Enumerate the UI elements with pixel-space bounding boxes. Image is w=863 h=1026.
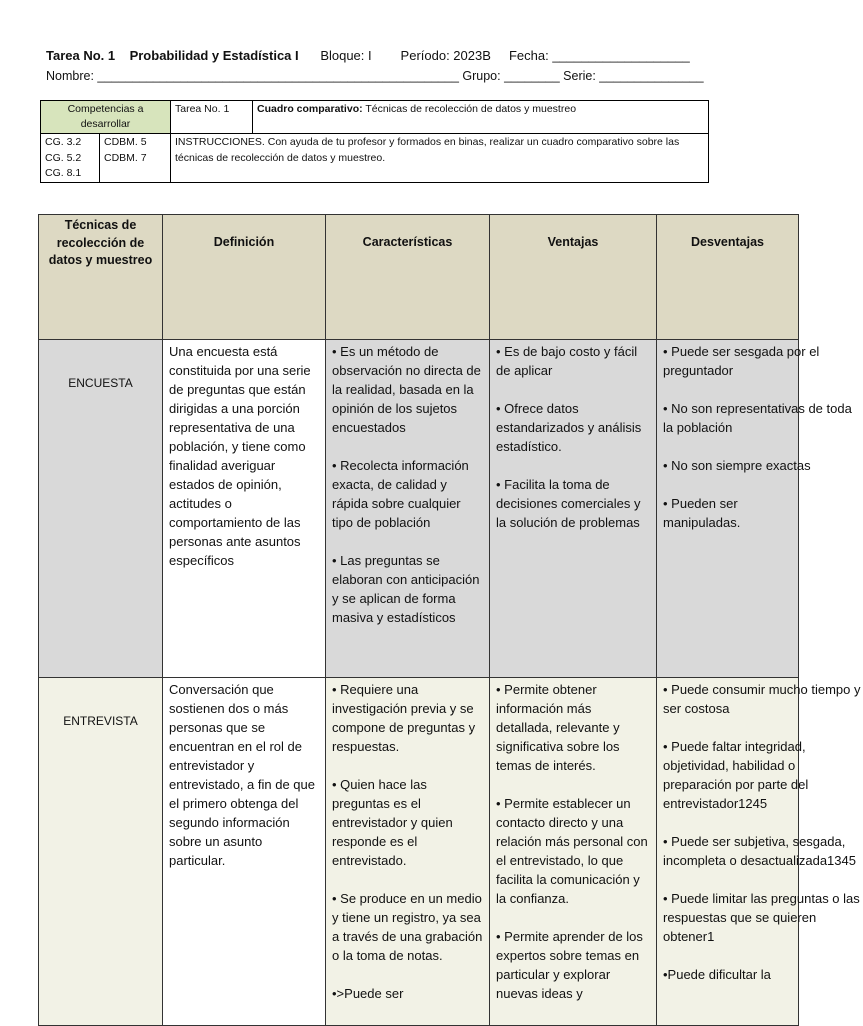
list-item: • Es un método de observación no directa de la realidad, basada en la opinión de los sujetos encuestados — [332, 344, 481, 435]
list-item: • No son siempre exactas — [663, 458, 811, 473]
list-item: • Permite aprender de los expertos sobre temas en particular y explorar nuevas ideas y — [496, 929, 643, 1001]
list-item: • Quien hace las preguntas es el entrevistador y quien responde es el entrevistado. — [332, 777, 453, 868]
table-header-row — [39, 215, 799, 340]
header-caracteristicas: Características — [326, 215, 490, 340]
table-row — [39, 340, 799, 678]
ventajas-cell — [490, 678, 657, 1026]
row-label-encuesta: ENCUESTA — [39, 340, 163, 678]
definicion-text: Una encuesta está constituida por una serie de preguntas que están dirigidas a una porción representativa de una población, y tiene como finalidad averiguar estados de opinión, actitudes o comportamiento de las personas ante asuntos específicos — [169, 344, 311, 568]
cg-codes — [41, 134, 100, 183]
list-item: • Requiere una investigación previa y se compone de preguntas y respuestas. — [332, 682, 476, 754]
cg-code: CG. 8.1 — [45, 166, 82, 179]
instructions: INSTRUCCIONES. Con ayuda de tu profesor y formados en binas, realizar un cuadro comparativo sobre las técnicas de recolección de datos y muestreo. — [171, 134, 709, 183]
caracteristicas-cell — [326, 340, 490, 678]
list-item: • Permite obtener información más detallada, relevante y significativa sobre los temas de interés. — [496, 682, 620, 773]
cdbm-code: CDBM. 5 — [104, 136, 147, 149]
list-item: • Las preguntas se elaboran con anticipación y se aplican de forma masiva y estadísticos — [332, 553, 480, 625]
list-item: • Ofrece datos estandarizados y análisis estadístico. — [496, 401, 642, 454]
cuadro-text: Técnicas de recolección de datos y muestreo — [362, 103, 577, 115]
desventajas-cell — [657, 340, 852, 678]
list-item: •>Puede ser — [332, 986, 404, 1001]
definicion-text: Conversación que sostienen dos o más personas que se encuentran en el rol de entrevistador y entrevistado, a fin de que el primero obtenga del segundo información sobre un asunto particular. — [169, 682, 315, 868]
subject-title: Probabilidad y Estadística I — [129, 48, 299, 63]
header-line-1 — [46, 48, 690, 63]
task-info-table — [40, 100, 709, 183]
header-definicion: Definición — [163, 215, 326, 340]
list-item: • Puede limitar las preguntas o las respuestas que se quieren obtener1 — [663, 891, 860, 944]
ventajas-cell — [490, 340, 657, 678]
row-label-entrevista: ENTREVISTA — [39, 678, 163, 1026]
tarea-number: Tarea No. 1 — [46, 48, 116, 63]
comparison-table — [38, 214, 861, 1026]
desventajas-cell — [657, 678, 861, 1026]
list-item: • Recolecta información exacta, de calidad y rápida sobre cualquier tipo de población — [332, 458, 469, 530]
list-item: • Se produce en un medio y tiene un registro, ya sea a través de una grabación o la toma de notas. — [332, 891, 483, 963]
bloque-label: Bloque: I — [320, 48, 372, 63]
nombre-line: Nombre: ____________________________________________________ Grupo: ________ Serie: _______________ — [46, 69, 704, 83]
cdbm-codes — [100, 134, 171, 183]
definicion-cell — [163, 678, 326, 1026]
fecha-field: Fecha: ___________________ — [508, 48, 690, 63]
list-item: • Facilita la toma de decisiones comerciales y la solución de problemas — [496, 477, 641, 530]
header-ventajas: Ventajas — [490, 215, 657, 340]
header-tecnicas: Técnicas de recolección de datos y muestreo — [39, 215, 163, 340]
cuadro-title — [253, 101, 709, 134]
list-item: • Puede ser subjetiva, sesgada, incompleta o desactualizada1345 — [663, 834, 856, 868]
periodo-label: Período: 2023B — [400, 48, 491, 63]
list-item: • Puede consumir mucho tiempo y ser costosa — [663, 682, 861, 716]
list-item: •Puede dificultar la — [663, 967, 771, 982]
cg-code: CG. 5.2 — [45, 151, 82, 164]
list-item: • Pueden ser manipuladas. — [663, 496, 741, 530]
list-item: • Permite establecer un contacto directo y una relación más personal con el entrevistado, lo que facilita la comunicación y la confianza. — [496, 796, 648, 906]
list-item: • No son representativas de toda la población — [663, 401, 852, 435]
competencias-label: Competencias a desarrollar — [41, 101, 171, 134]
cdbm-code: CDBM. 7 — [104, 151, 147, 164]
caracteristicas-cell — [326, 678, 490, 1026]
cuadro-bold: Cuadro comparativo: — [257, 103, 363, 115]
header-desventajas: Desventajas — [657, 215, 799, 340]
definicion-cell — [163, 340, 326, 678]
list-item: • Es de bajo costo y fácil de aplicar — [496, 344, 638, 378]
list-item: • Puede ser sesgada por el preguntador — [663, 344, 820, 378]
table-row — [39, 678, 799, 1026]
cg-code: CG. 3.2 — [45, 136, 82, 149]
tarea-label: Tarea No. 1 — [171, 101, 253, 134]
list-item: • Puede faltar integridad, objetividad, habilidad o preparación por parte del entrevistador1245 — [663, 739, 809, 811]
